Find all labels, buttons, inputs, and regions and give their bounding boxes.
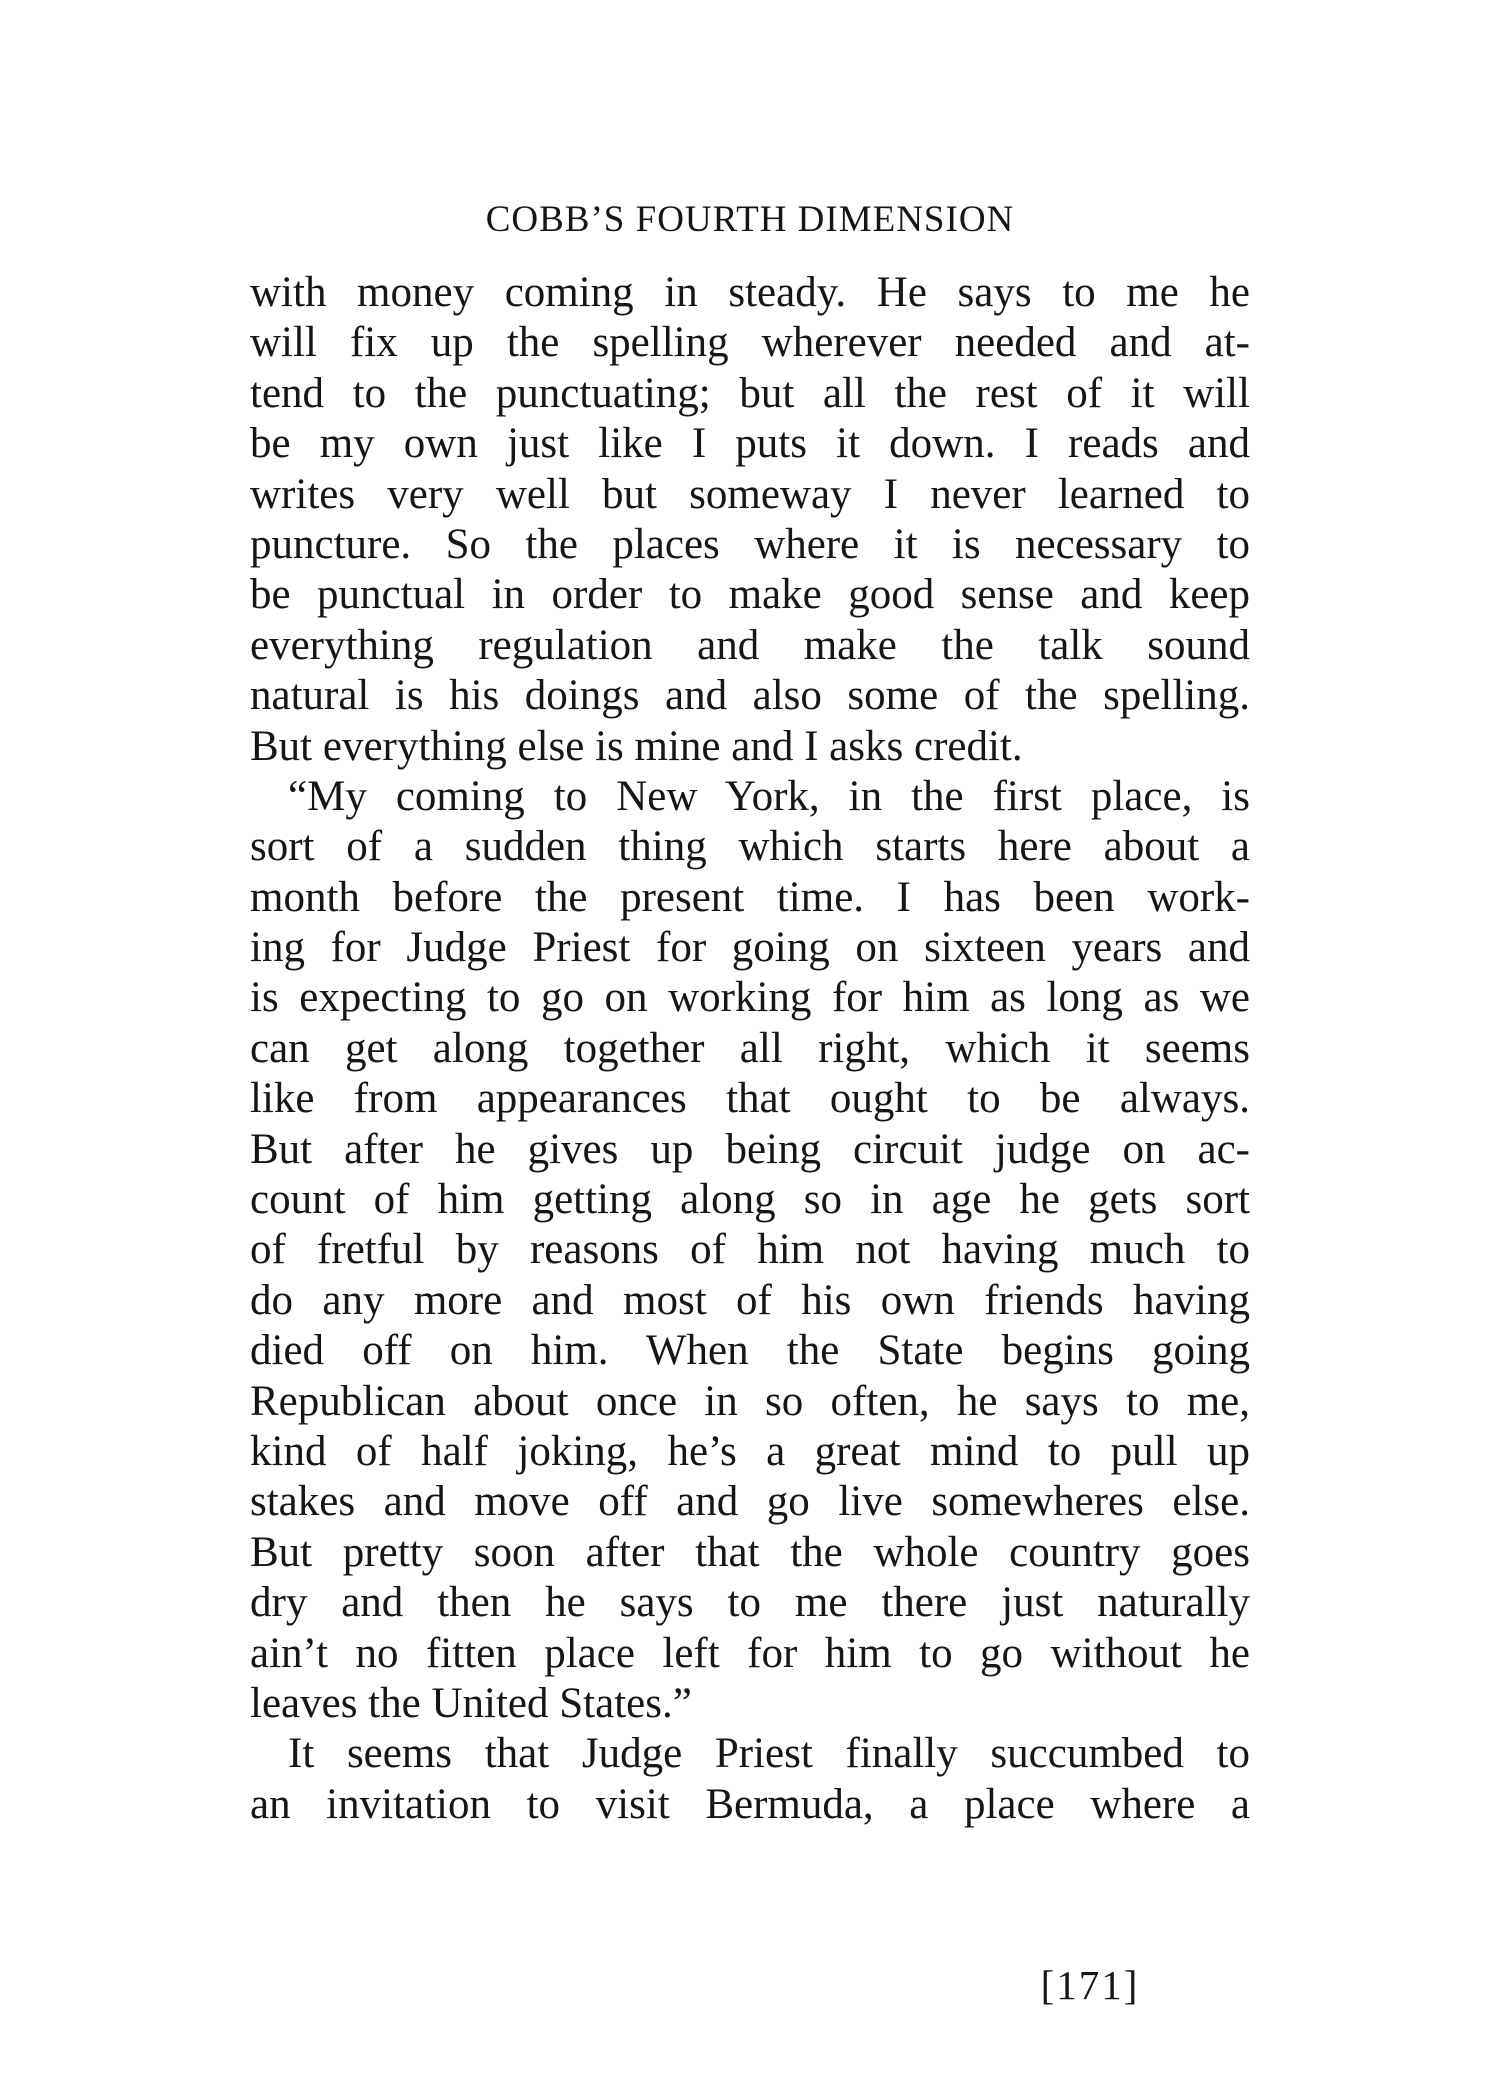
text-line: with money coming in steady. He says to me he [250, 269, 1250, 316]
text-line: It seems that Judge Priest finally succumbed to [288, 1730, 1250, 1778]
text-line: is expecting to go on working for him as long as we [250, 974, 1250, 1022]
text-line: an invitation to visit Bermuda, a place where a [250, 1780, 1250, 1828]
text-line: be punctual in order to make good sense and keep [250, 571, 1250, 619]
text-line: count of him getting along so in age he gets sort [250, 1176, 1250, 1224]
text-line: But everything else is mine and I asks credit. [250, 722, 1023, 770]
text-line: will fix up the spelling wherever needed and at- [250, 319, 1250, 367]
text-line: kind of half joking, he’s a great mind to pull up [250, 1427, 1250, 1475]
text-line: puncture. So the places where it is necessary to [250, 520, 1250, 568]
text-line: can get along together all right, which it seems [250, 1024, 1250, 1072]
text-line: “My coming to New York, in the first place, is [288, 772, 1250, 820]
body-text [250, 268, 1250, 1830]
text-line: month before the present time. I has been work- [250, 873, 1250, 921]
text-line: do any more and most of his own friends having [250, 1276, 1250, 1324]
text-line: tend to the punctuating; but all the rest of it will [250, 369, 1250, 417]
text-line: be my own just like I puts it down. I reads and [250, 420, 1250, 468]
text-line: natural is his doings and also some of the spelling. [250, 672, 1250, 720]
running-head: COBB’S FOURTH DIMENSION [485, 199, 1015, 240]
text-line: sort of a sudden thing which starts here about a [250, 823, 1250, 871]
text-line: dry and then he says to me there just naturally [250, 1579, 1250, 1627]
text-line: ing for Judge Priest for going on sixteen years and [250, 924, 1250, 972]
text-line: leaves the United States.” [250, 1679, 692, 1727]
text-line: stakes and move off and go live somewheres else. [250, 1478, 1250, 1526]
text-line: of fretful by reasons of him not having much to [250, 1226, 1250, 1274]
text-line: But after he gives up being circuit judge on ac- [250, 1125, 1250, 1173]
text-line: everything regulation and make the talk sound [250, 621, 1250, 669]
text-line: like from appearances that ought to be always. [250, 1075, 1250, 1123]
page-number: [171] [1040, 1962, 1140, 2008]
text-line: writes very well but someway I never learned to [250, 470, 1250, 518]
text-line: died off on him. When the State begins going [250, 1327, 1250, 1375]
text-line: Republican about once in so often, he says to me, [250, 1377, 1250, 1425]
text-line: But pretty soon after that the whole country goes [250, 1528, 1250, 1576]
text-line: ain’t no fitten place left for him to go without he [250, 1629, 1250, 1677]
